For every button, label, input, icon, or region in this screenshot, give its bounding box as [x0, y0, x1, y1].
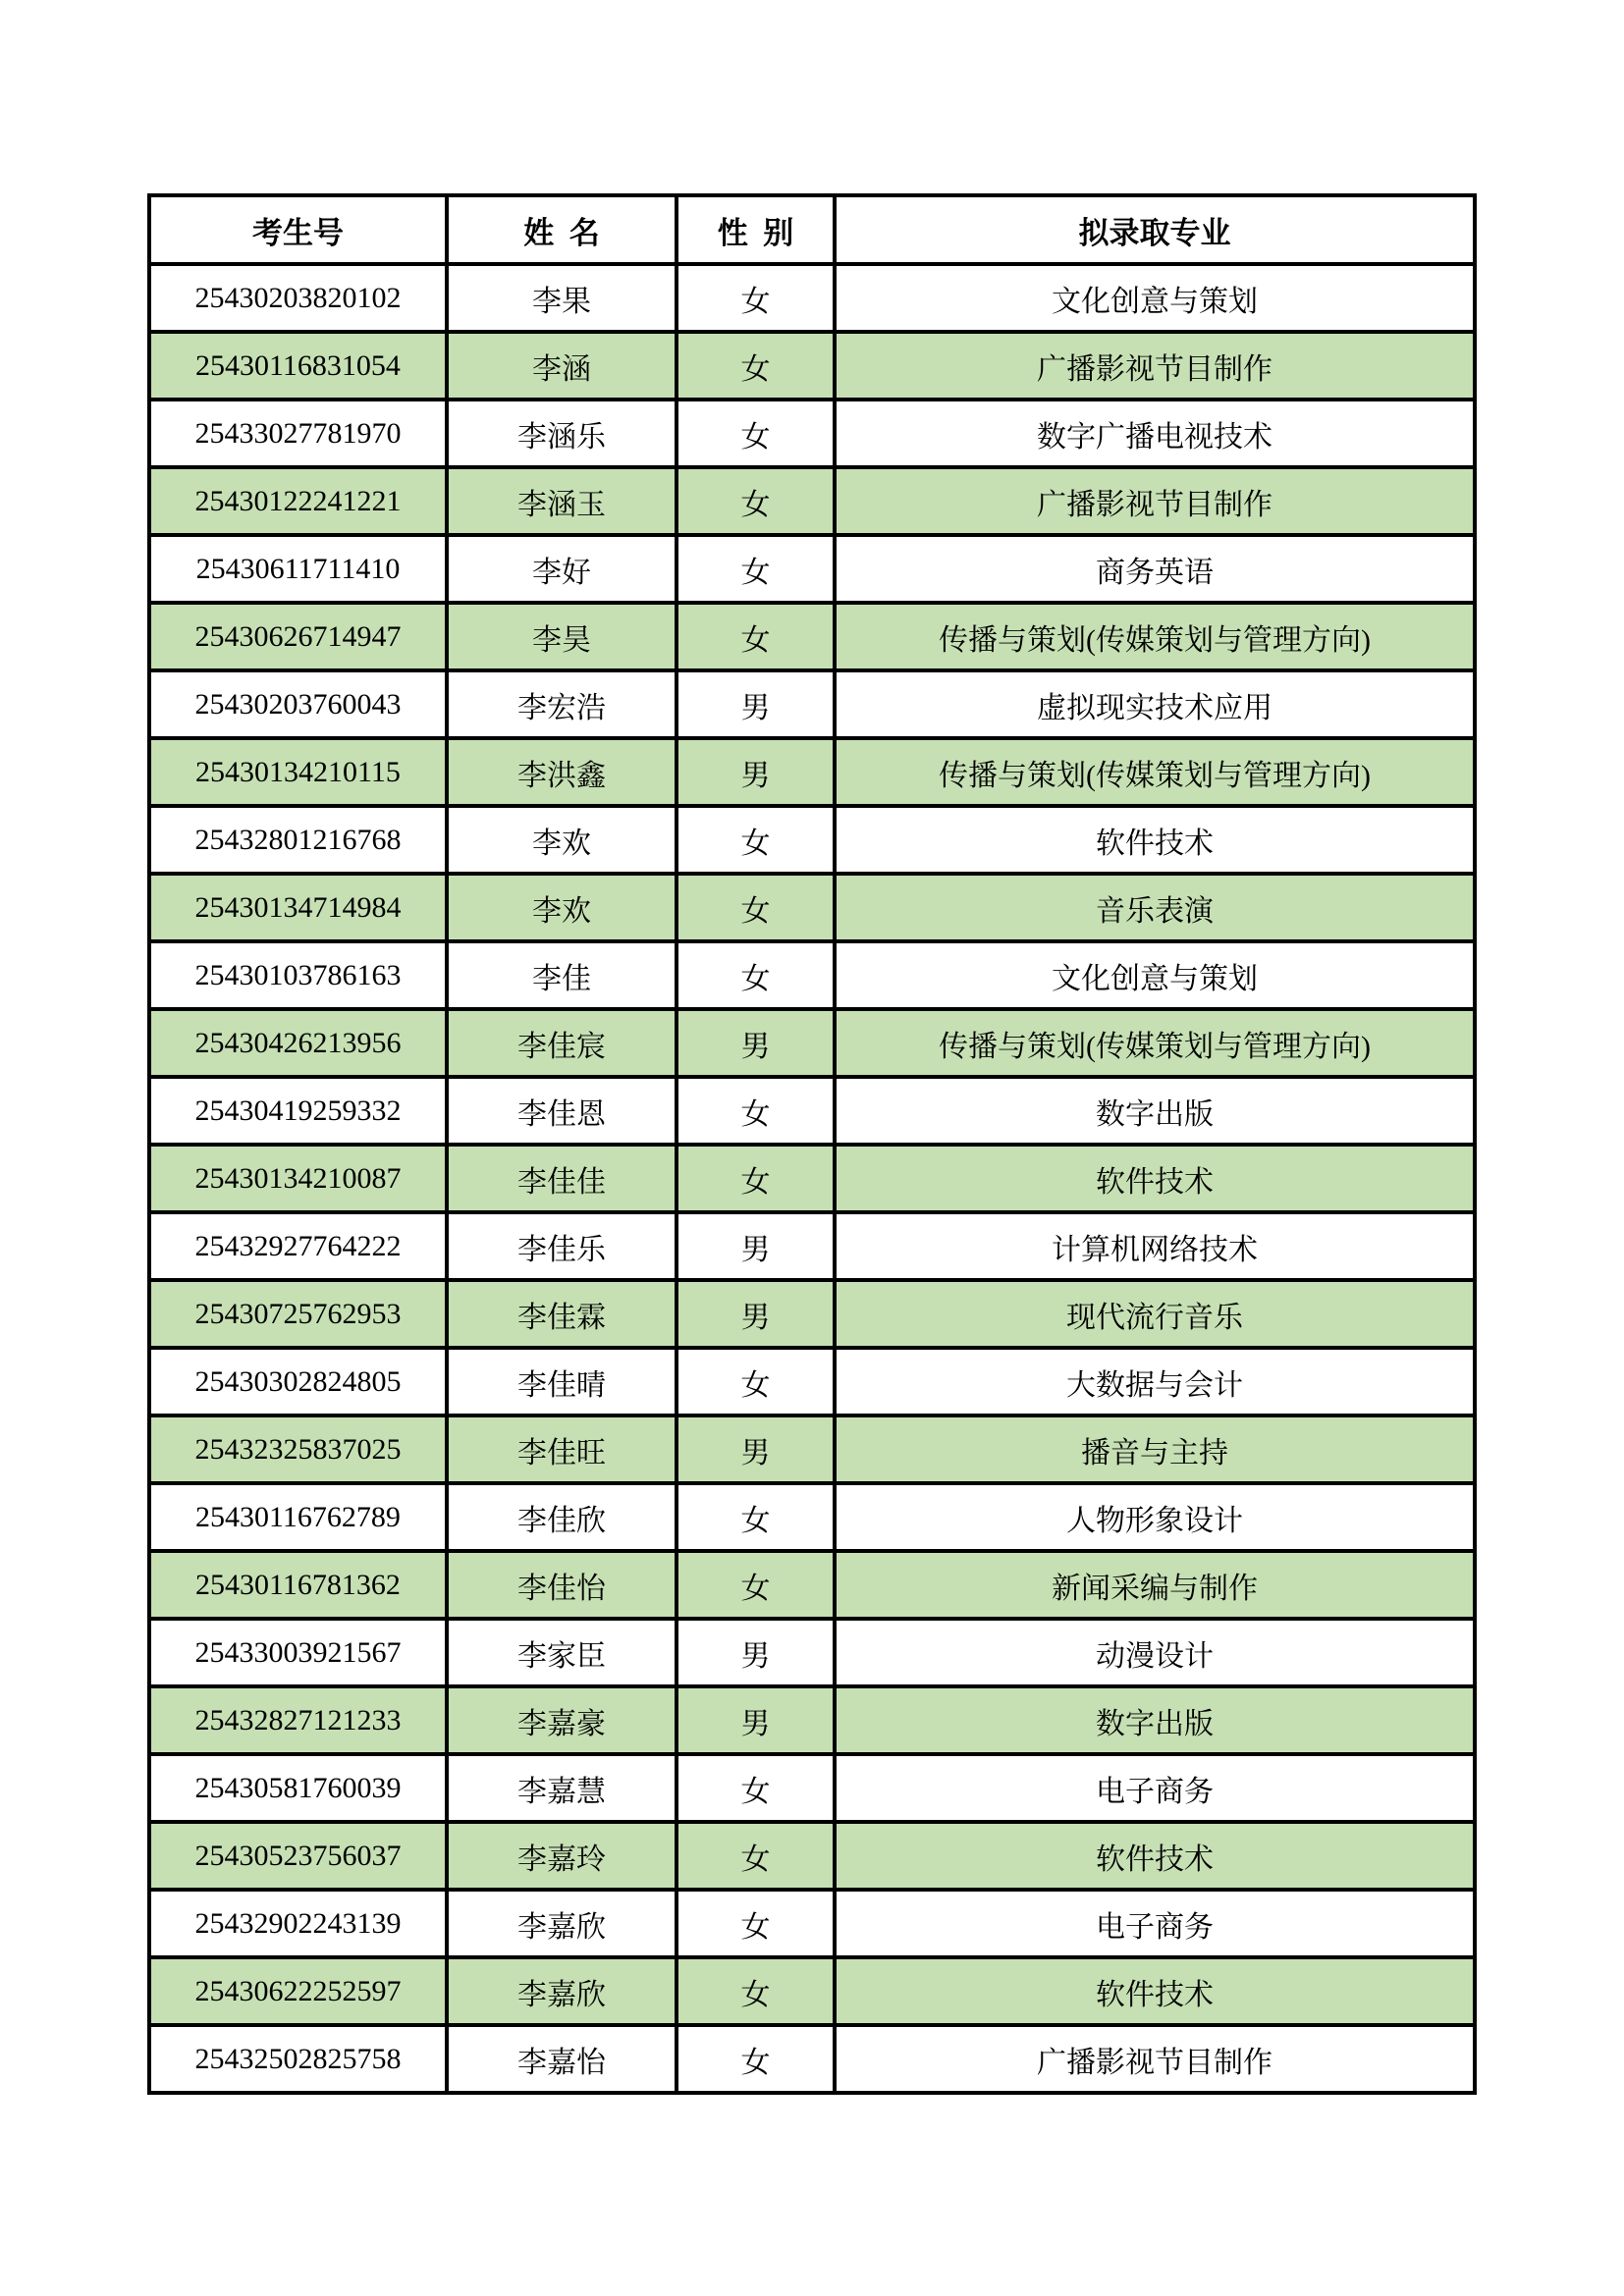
candidate-id-cell: 25430134714984: [149, 874, 447, 941]
table-row: [149, 941, 1475, 1009]
candidate-id-cell: 25430426213956: [149, 1009, 447, 1077]
name-cell: 李涵玉: [447, 467, 677, 535]
table-row: [149, 1890, 1475, 1957]
name-cell: 李嘉怡: [447, 2025, 677, 2093]
candidate-id-cell: 25433027781970: [149, 400, 447, 467]
candidate-id-cell: 25432801216768: [149, 806, 447, 874]
name-cell: 李果: [447, 264, 677, 332]
candidate-id-cell: 25430611711410: [149, 535, 447, 603]
table-row: [149, 603, 1475, 670]
table-row: [149, 1754, 1475, 1822]
gender-cell: 女: [677, 1957, 835, 2025]
table-row: [149, 1415, 1475, 1483]
gender-cell: 男: [677, 670, 835, 738]
candidate-id-cell: 25433003921567: [149, 1619, 447, 1686]
admission-list-table: [147, 193, 1477, 2095]
table-row: [149, 1280, 1475, 1348]
candidate-id-cell: 25432902243139: [149, 1890, 447, 1957]
gender-cell: 女: [677, 264, 835, 332]
candidate-id-cell: 25430134210115: [149, 738, 447, 806]
major-cell: 广播影视节目制作: [835, 2025, 1475, 2093]
table-row: [149, 535, 1475, 603]
name-cell: 李佳旺: [447, 1415, 677, 1483]
table-row: [149, 1145, 1475, 1212]
gender-cell: 女: [677, 2025, 835, 2093]
gender-cell: 女: [677, 1551, 835, 1619]
table-row: [149, 1348, 1475, 1415]
table-row: [149, 874, 1475, 941]
table-row: [149, 738, 1475, 806]
major-cell: 数字广播电视技术: [835, 400, 1475, 467]
name-cell: 李佳宸: [447, 1009, 677, 1077]
candidate-id-cell: 25432827121233: [149, 1686, 447, 1754]
major-cell: 数字出版: [835, 1686, 1475, 1754]
gender-cell: 男: [677, 1415, 835, 1483]
table-row: [149, 1551, 1475, 1619]
candidate-id-cell: 25430134210087: [149, 1145, 447, 1212]
header-major: 拟录取专业: [835, 195, 1475, 264]
table-row: [149, 1822, 1475, 1890]
gender-cell: 女: [677, 535, 835, 603]
header-row: [149, 195, 1475, 264]
major-cell: 播音与主持: [835, 1415, 1475, 1483]
table-row: [149, 670, 1475, 738]
major-cell: 电子商务: [835, 1890, 1475, 1957]
header-gender: 性 别: [677, 195, 835, 264]
gender-cell: 女: [677, 332, 835, 400]
table-row: [149, 2025, 1475, 2093]
name-cell: 李昊: [447, 603, 677, 670]
major-cell: 新闻采编与制作: [835, 1551, 1475, 1619]
candidate-id-cell: 25430116762789: [149, 1483, 447, 1551]
table-row: [149, 1009, 1475, 1077]
major-cell: 传播与策划(传媒策划与管理方向): [835, 738, 1475, 806]
table-row: [149, 1957, 1475, 2025]
gender-cell: 女: [677, 1754, 835, 1822]
candidate-id-cell: 25430203820102: [149, 264, 447, 332]
gender-cell: 女: [677, 1145, 835, 1212]
name-cell: 李佳乐: [447, 1212, 677, 1280]
name-cell: 李嘉豪: [447, 1686, 677, 1754]
name-cell: 李佳恩: [447, 1077, 677, 1145]
table-row: [149, 467, 1475, 535]
candidate-id-cell: 25432502825758: [149, 2025, 447, 2093]
table-row: [149, 1619, 1475, 1686]
name-cell: 李嘉慧: [447, 1754, 677, 1822]
table-row: [149, 332, 1475, 400]
gender-cell: 女: [677, 806, 835, 874]
gender-cell: 男: [677, 1619, 835, 1686]
major-cell: 商务英语: [835, 535, 1475, 603]
table-row: [149, 1686, 1475, 1754]
gender-cell: 女: [677, 1348, 835, 1415]
candidate-id-cell: 25430103786163: [149, 941, 447, 1009]
candidate-id-cell: 25430725762953: [149, 1280, 447, 1348]
major-cell: 软件技术: [835, 806, 1475, 874]
table-row: [149, 400, 1475, 467]
name-cell: 李欢: [447, 874, 677, 941]
name-cell: 李涵: [447, 332, 677, 400]
candidate-id-cell: 25430203760043: [149, 670, 447, 738]
gender-cell: 女: [677, 941, 835, 1009]
major-cell: 软件技术: [835, 1822, 1475, 1890]
name-cell: 李嘉玲: [447, 1822, 677, 1890]
table-row: [149, 806, 1475, 874]
candidate-id-cell: 25430116831054: [149, 332, 447, 400]
major-cell: 文化创意与策划: [835, 941, 1475, 1009]
major-cell: 广播影视节目制作: [835, 332, 1475, 400]
candidate-id-cell: 25430122241221: [149, 467, 447, 535]
gender-cell: 女: [677, 874, 835, 941]
header-candidate-id: 考生号: [149, 195, 447, 264]
major-cell: 传播与策划(传媒策划与管理方向): [835, 1009, 1475, 1077]
name-cell: 李嘉欣: [447, 1890, 677, 1957]
name-cell: 李宏浩: [447, 670, 677, 738]
name-cell: 李佳霖: [447, 1280, 677, 1348]
major-cell: 动漫设计: [835, 1619, 1475, 1686]
gender-cell: 女: [677, 603, 835, 670]
major-cell: 大数据与会计: [835, 1348, 1475, 1415]
gender-cell: 女: [677, 1483, 835, 1551]
table-row: [149, 1483, 1475, 1551]
gender-cell: 男: [677, 738, 835, 806]
gender-cell: 女: [677, 400, 835, 467]
major-cell: 传播与策划(传媒策划与管理方向): [835, 603, 1475, 670]
table-row: [149, 1077, 1475, 1145]
candidate-id-cell: 25430622252597: [149, 1957, 447, 2025]
gender-cell: 男: [677, 1212, 835, 1280]
name-cell: 李佳欣: [447, 1483, 677, 1551]
name-cell: 李洪鑫: [447, 738, 677, 806]
major-cell: 现代流行音乐: [835, 1280, 1475, 1348]
table-row: [149, 264, 1475, 332]
name-cell: 李家臣: [447, 1619, 677, 1686]
candidate-id-cell: 25432927764222: [149, 1212, 447, 1280]
gender-cell: 男: [677, 1686, 835, 1754]
name-cell: 李欢: [447, 806, 677, 874]
candidate-id-cell: 25430626714947: [149, 603, 447, 670]
major-cell: 虚拟现实技术应用: [835, 670, 1475, 738]
gender-cell: 女: [677, 1890, 835, 1957]
candidate-id-cell: 25432325837025: [149, 1415, 447, 1483]
major-cell: 软件技术: [835, 1145, 1475, 1212]
major-cell: 文化创意与策划: [835, 264, 1475, 332]
candidate-id-cell: 25430116781362: [149, 1551, 447, 1619]
name-cell: 李涵乐: [447, 400, 677, 467]
gender-cell: 男: [677, 1280, 835, 1348]
major-cell: 人物形象设计: [835, 1483, 1475, 1551]
name-cell: 李佳佳: [447, 1145, 677, 1212]
candidate-id-cell: 25430302824805: [149, 1348, 447, 1415]
header-name: 姓 名: [447, 195, 677, 264]
gender-cell: 女: [677, 1822, 835, 1890]
gender-cell: 男: [677, 1009, 835, 1077]
candidate-id-cell: 25430581760039: [149, 1754, 447, 1822]
major-cell: 软件技术: [835, 1957, 1475, 2025]
table-row: [149, 1212, 1475, 1280]
gender-cell: 女: [677, 1077, 835, 1145]
candidate-id-cell: 25430419259332: [149, 1077, 447, 1145]
name-cell: 李佳: [447, 941, 677, 1009]
major-cell: 音乐表演: [835, 874, 1475, 941]
major-cell: 计算机网络技术: [835, 1212, 1475, 1280]
name-cell: 李嘉欣: [447, 1957, 677, 2025]
major-cell: 数字出版: [835, 1077, 1475, 1145]
candidate-id-cell: 25430523756037: [149, 1822, 447, 1890]
name-cell: 李佳怡: [447, 1551, 677, 1619]
name-cell: 李好: [447, 535, 677, 603]
major-cell: 广播影视节目制作: [835, 467, 1475, 535]
name-cell: 李佳晴: [447, 1348, 677, 1415]
gender-cell: 女: [677, 467, 835, 535]
major-cell: 电子商务: [835, 1754, 1475, 1822]
